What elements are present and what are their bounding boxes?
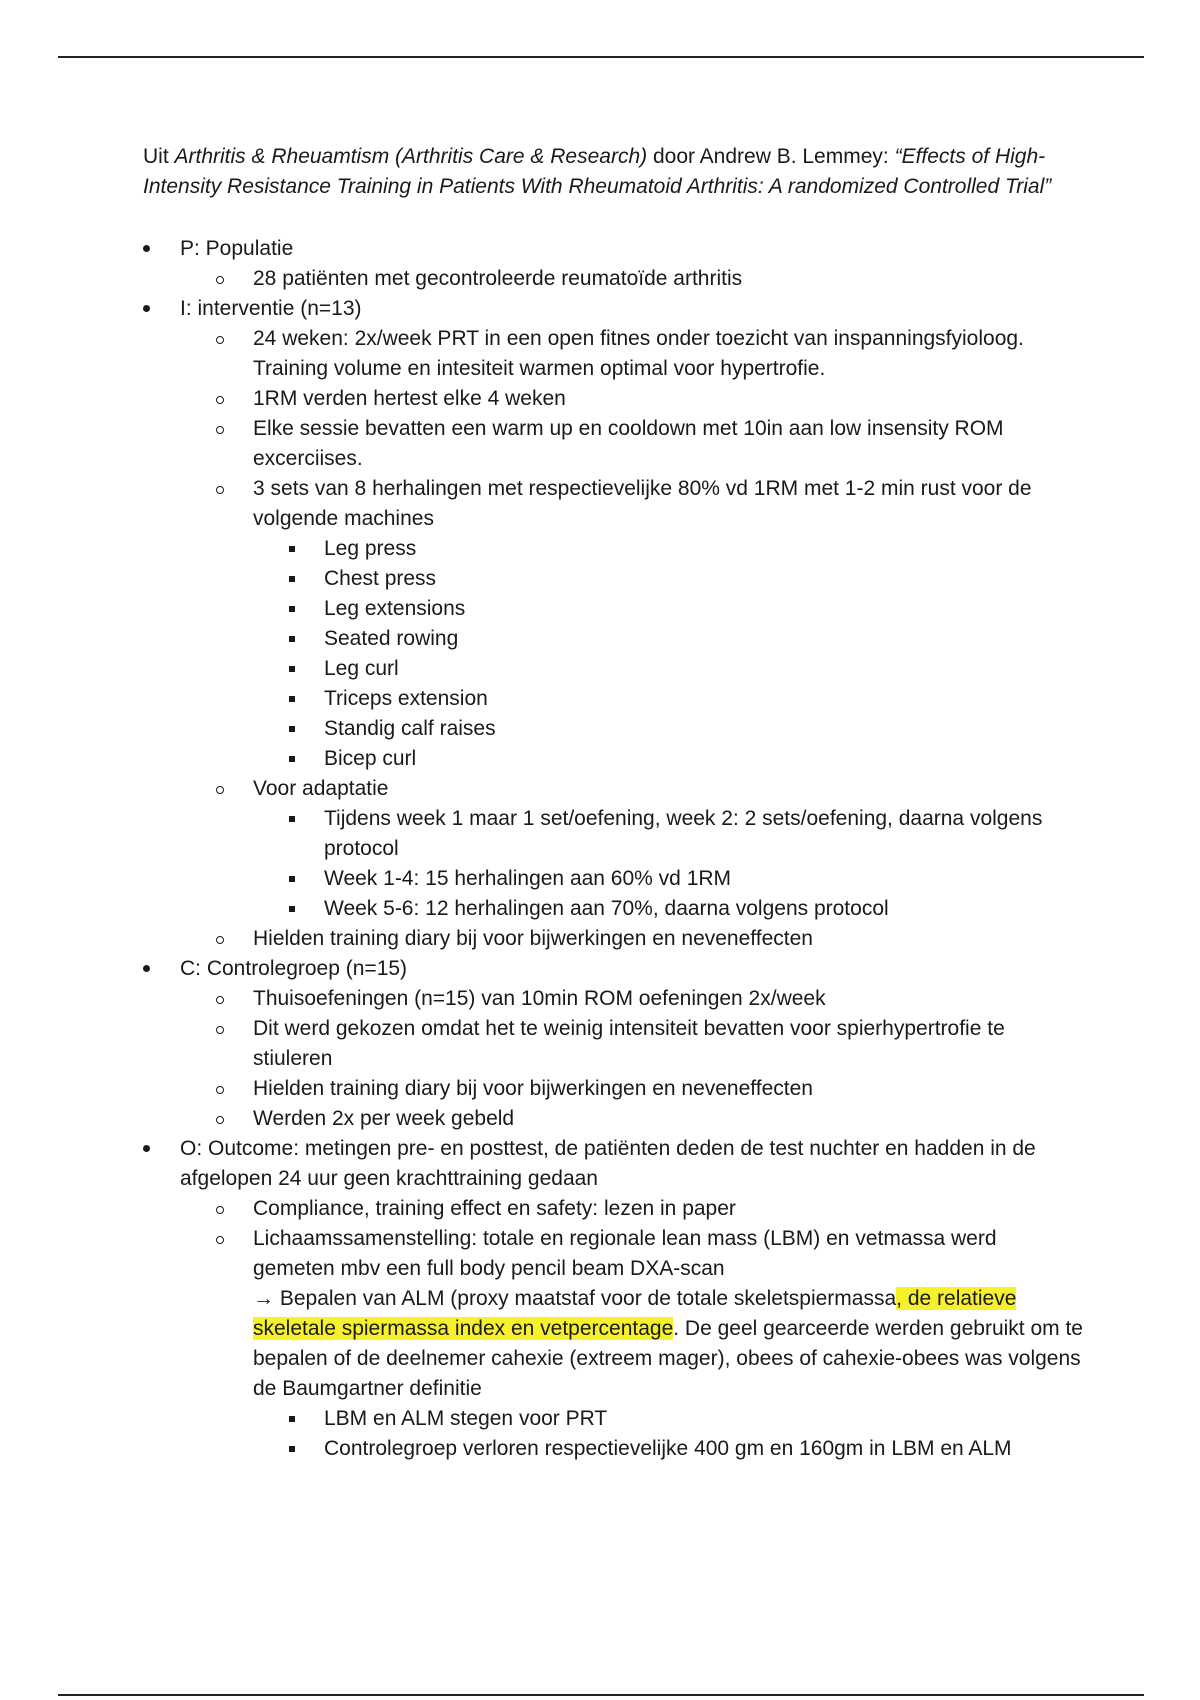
list-item: 24 weken: 2x/week PRT in een open fitnes onder toezicht van inspanningsfyioloog. Training volume en intesiteit warmen optimal voor hypertrofie. bbox=[216, 324, 1083, 384]
adaptation-item: Week 1-4: 15 herhalingen aan 60% vd 1RM bbox=[289, 864, 1083, 894]
machine-item: Leg extensions bbox=[289, 594, 1083, 624]
pico-item-p bbox=[143, 234, 1083, 294]
list-item: Hielden training diary bij voor bijwerkingen en neveneffecten bbox=[216, 1074, 1083, 1104]
pico-item-o bbox=[143, 1134, 1083, 1464]
adaptation-list bbox=[253, 804, 1083, 924]
pico-item-c bbox=[143, 954, 1083, 1134]
adaptation-item: Tijdens week 1 maar 1 set/oefening, week 2: 2 sets/oefening, daarna volgens protocol bbox=[289, 804, 1083, 864]
list-item: Hielden training diary bij voor bijwerkingen en neveneffecten bbox=[216, 924, 1083, 954]
result-item: Controlegroep verloren respectievelijke 400 gm en 160gm in LBM en ALM bbox=[289, 1434, 1083, 1464]
list-item: Werden 2x per week gebeld bbox=[216, 1104, 1083, 1134]
result-list bbox=[253, 1404, 1083, 1464]
list-item: Elke sessie bevatten een warm up en cooldown met 10in aan low insensity ROM excerciises. bbox=[216, 414, 1083, 474]
list-item: Dit werd gekozen omdat het te weinig intensiteit bevatten voor spierhypertrofie te stiuleren bbox=[216, 1014, 1083, 1074]
journal-name: Arthritis & Rheuamtism (Arthritis Care & Research) bbox=[174, 145, 648, 168]
machine-item: Leg press bbox=[289, 534, 1083, 564]
pico-label-i: I: interventie (n=13) bbox=[180, 297, 362, 320]
list-item: 28 patiënten met gecontroleerde reumatoïde arthritis bbox=[216, 264, 1083, 294]
result-item: LBM en ALM stegen voor PRT bbox=[289, 1404, 1083, 1434]
bottom-rule bbox=[58, 1694, 1144, 1696]
pico-list bbox=[143, 234, 1083, 1464]
adaptation-item: Week 5-6: 12 herhalingen aan 70%, daarna volgens protocol bbox=[289, 894, 1083, 924]
list-item: Compliance, training effect en safety: lezen in paper bbox=[216, 1194, 1083, 1224]
list-item: Lichaamssamenstelling: totale en regionale lean mass (LBM) en vetmassa werd gemeten mbv een full body pencil beam DXA-scan → Bepalen van ALM (proxy maatstaf voor de totale skeletspiermassa, de relatieve skeletale spiermassa index en vetpercentage. De geel gearceerde werden gebruikt om te bepalen of de deelnemer cahexie (extreem mager), obees of cahexie-obees was volgens de Baumgartner definitie LBM en ALM stegen voor PRT Controlegroep verloren respectievelijke 400 gm en 160gm in LBM en ALM bbox=[216, 1224, 1083, 1464]
machine-item: Chest press bbox=[289, 564, 1083, 594]
pico-label-p: P: Populatie bbox=[180, 237, 294, 260]
highlighted-text: , de relatieve skeletale spiermassa index en vetpercentage bbox=[253, 1287, 1017, 1340]
document-body bbox=[143, 142, 1083, 1464]
pico-label-o: O: Outcome: metingen pre- en posttest, de patiënten deden de test nuchter en hadden in de afgelopen 24 uur geen krachttraining gedaan bbox=[180, 1137, 1036, 1190]
pico-label-c: C: Controlegroep (n=15) bbox=[180, 957, 408, 980]
top-rule bbox=[58, 56, 1144, 58]
list-item: 1RM verden hertest elke 4 weken bbox=[216, 384, 1083, 414]
list-item: Voor adaptatie Tijdens week 1 maar 1 set/oefening, week 2: 2 sets/oefening, daarna volgens protocol Week 1-4: 15 herhalingen aan 60% vd 1RM Week 5-6: 12 herhalingen aan 70%, daarna volgens protocol bbox=[216, 774, 1083, 924]
document-title: Uit Arthritis & Rheuamtism (Arthritis Care & Research) door Andrew B. Lemmey: “Effects of High-Intensity Resistance Training in Patients With Rheumatoid Arthritis: A randomized Controlled Trial” bbox=[143, 145, 1052, 198]
machine-item: Seated rowing bbox=[289, 624, 1083, 654]
arrow-note: → Bepalen van ALM (proxy maatstaf voor de totale skeletspiermassa bbox=[253, 1287, 897, 1310]
pico-item-i bbox=[143, 294, 1083, 954]
machine-list bbox=[253, 534, 1083, 774]
list-item: Thuisoefeningen (n=15) van 10min ROM oefeningen 2x/week bbox=[216, 984, 1083, 1014]
list-item: 3 sets van 8 herhalingen met respectievelijke 80% vd 1RM met 1-2 min rust voor de volgende machines Leg press Chest press Leg extensions Seated rowing Leg curl Triceps extension Standig calf raises Bicep curl bbox=[216, 474, 1083, 774]
machine-item: Leg curl bbox=[289, 654, 1083, 684]
article-title: “Effects of High-Intensity Resistance Training in Patients With Rheumatoid Arthritis: A randomized Controlled Trial” bbox=[143, 145, 1052, 198]
machine-item: Standig calf raises bbox=[289, 714, 1083, 744]
machine-item: Triceps extension bbox=[289, 684, 1083, 714]
machine-item: Bicep curl bbox=[289, 744, 1083, 774]
